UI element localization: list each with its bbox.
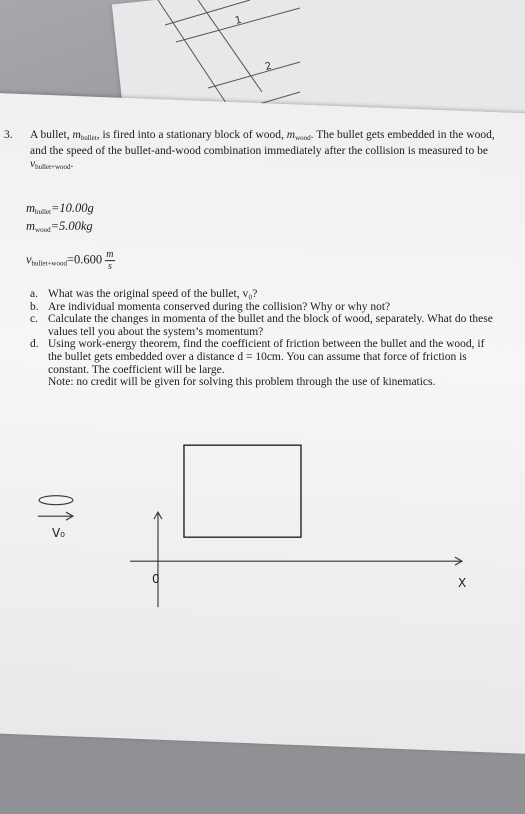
question-parts [30, 288, 510, 389]
subscript-bullet: bullet [35, 208, 51, 216]
problem-line-2 [4, 145, 509, 158]
given-v-bullet-wood [26, 249, 115, 272]
part-line: the bullet gets embedded over a distance d = 10cm. You can assume that force of friction is [48, 351, 510, 364]
handwritten-number-1: 1 [234, 15, 243, 27]
part-letter: c. [30, 313, 38, 326]
part-line: values tell you about the system’s momentum? [48, 326, 510, 339]
part-line: constant. The coefficient will be large. [48, 364, 510, 377]
origin-label: 0 [152, 572, 160, 586]
subscript-wood: wood [35, 226, 51, 234]
v-value: =0.600 [67, 253, 102, 267]
text-segment: . [71, 158, 74, 170]
unit-numerator: m [105, 249, 114, 261]
handwritten-number-2: 2 [264, 61, 273, 73]
unit-fraction [105, 249, 114, 272]
problem-line-1 [4, 129, 509, 145]
text-segment: and the speed of the bullet-and-wood combination immediately after the collision is measured to be [30, 145, 488, 157]
subscript-bullet-wood: bullet+wood [32, 260, 67, 268]
text-segment: A bullet, [30, 129, 73, 141]
problem-line-3 [4, 158, 509, 174]
question-part [30, 288, 510, 301]
part-line: Calculate the changes in momenta of the bullet and the block of wood, separately. What do these [48, 313, 510, 326]
subscript-bullet: bullet [81, 134, 97, 142]
given-m-bullet [26, 201, 94, 216]
subscript-wood: wood [295, 134, 311, 142]
symbol-v: v [26, 253, 32, 267]
symbol-v: v [30, 158, 35, 170]
text-segment: . The bullet gets embedded in the wood, [311, 129, 495, 141]
question-part [30, 313, 510, 338]
text-segment: , is fired into a stationary block of wood, [97, 129, 287, 141]
part-letter: a. [30, 288, 38, 301]
question-part [30, 339, 510, 377]
part-line: Are individual momenta conserved during the collision? Why or why not? [48, 301, 510, 314]
collision-diagram [0, 411, 525, 611]
part-line: Using work-energy theorem, find the coefficient of friction between the bullet and the wood, if [48, 339, 510, 352]
v0-label: V₀ [52, 526, 65, 540]
unit-denominator: s [105, 261, 114, 272]
x-axis-label: X [458, 576, 466, 590]
part-letter: b. [30, 301, 39, 314]
worksheet-page [0, 92, 525, 755]
problem-statement [4, 129, 509, 174]
question-part [30, 301, 510, 314]
note-text: Note: no credit will be given for solving this problem through the use of kinematics. [30, 376, 510, 389]
symbol-m: m [26, 219, 35, 233]
m-wood-value: =5.00kg [51, 219, 93, 233]
bullet-shape [39, 496, 73, 505]
m-bullet-value: =10.00g [51, 201, 94, 215]
symbol-m: m [72, 129, 80, 141]
subscript-bullet-wood: bullet+wood [35, 163, 70, 171]
wood-block [184, 445, 301, 537]
symbol-m: m [26, 201, 35, 215]
worksheet-content [0, 93, 525, 793]
symbol-m: m [287, 129, 295, 141]
problem-number: 3. [4, 129, 30, 142]
given-m-wood [26, 219, 93, 234]
part-letter: d. [30, 339, 39, 352]
part-line: What was the original speed of the bullet, v₀? [48, 288, 510, 301]
